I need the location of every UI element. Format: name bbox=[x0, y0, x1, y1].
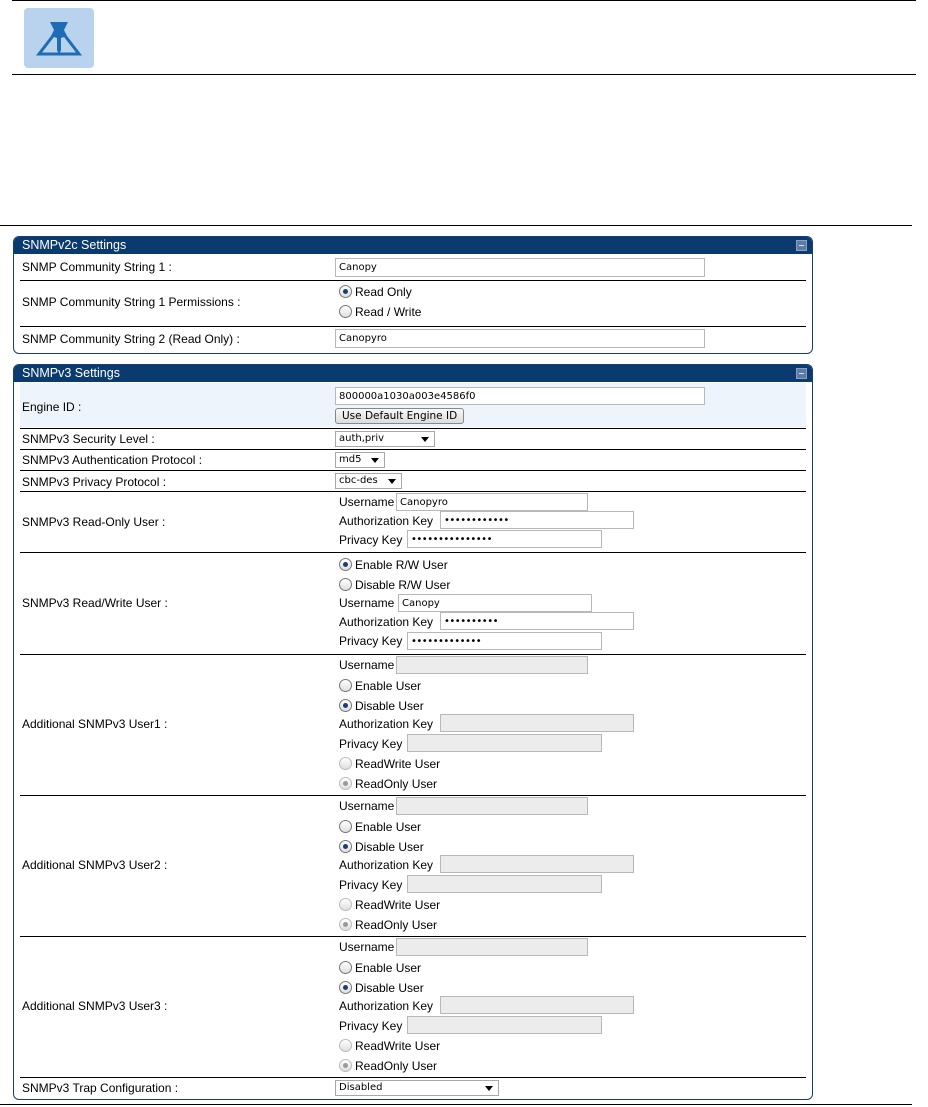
privacy-protocol-select[interactable] bbox=[335, 473, 402, 489]
rw-privacy-key-input[interactable] bbox=[407, 632, 602, 650]
snmpv2c-panel-header bbox=[14, 237, 812, 254]
additional-user-label: Additional SNMPv3 User3 : bbox=[22, 999, 168, 1013]
security-level-label: SNMPv3 Security Level : bbox=[22, 432, 155, 446]
ro-auth-key-label: Authorization Key bbox=[339, 514, 434, 528]
additional-auth-key-label: Authorization Key bbox=[339, 858, 434, 872]
trap-config-label: SNMPv3 Trap Configuration : bbox=[22, 1081, 179, 1095]
additional-user-3-row bbox=[20, 936, 806, 1077]
community-string-1-row bbox=[20, 255, 806, 278]
privacy-protocol-row bbox=[20, 470, 806, 491]
chevron-down-icon bbox=[371, 458, 379, 463]
additional-username-input[interactable] bbox=[396, 797, 588, 815]
additional-auth-key-input[interactable] bbox=[440, 714, 634, 732]
read-only-radio[interactable] bbox=[339, 285, 352, 298]
read-write-option[interactable] bbox=[339, 305, 421, 319]
readonly-user-label: ReadOnly User bbox=[355, 777, 438, 791]
additional-username-input[interactable] bbox=[396, 656, 588, 674]
additional-privacy-key-label: Privacy Key bbox=[339, 737, 403, 751]
readonly-user-radio[interactable] bbox=[339, 1059, 352, 1072]
ro-username-input[interactable] bbox=[396, 493, 588, 511]
readwrite-user-radio[interactable] bbox=[339, 1039, 352, 1052]
enable-user-label: Enable User bbox=[355, 820, 422, 834]
rw-user-row bbox=[20, 552, 806, 654]
readwrite-user-option[interactable] bbox=[339, 757, 440, 771]
readonly-user-option[interactable] bbox=[339, 918, 437, 932]
disable-user-label: Disable User bbox=[355, 840, 424, 854]
disable-rw-user-radio[interactable] bbox=[339, 578, 352, 591]
disable-rw-user-option[interactable] bbox=[339, 578, 450, 592]
readonly-user-label: ReadOnly User bbox=[355, 918, 438, 932]
read-write-radio[interactable] bbox=[339, 305, 352, 318]
chevron-down-icon bbox=[485, 1086, 493, 1091]
additional-privacy-key-label: Privacy Key bbox=[339, 1019, 403, 1033]
disable-user-label: Disable User bbox=[355, 699, 424, 713]
rw-username-label: Username bbox=[339, 596, 395, 610]
disable-user-option[interactable] bbox=[339, 840, 424, 854]
readwrite-user-label: ReadWrite User bbox=[355, 898, 441, 912]
engine-id-row bbox=[20, 383, 806, 427]
top-rule bbox=[12, 0, 916, 1]
community-string-2-label: SNMP Community String 2 (Read Only) : bbox=[22, 332, 240, 346]
chevron-down-icon bbox=[388, 479, 396, 484]
additional-privacy-key-input[interactable] bbox=[407, 875, 602, 893]
additional-username-label: Username bbox=[339, 658, 395, 672]
community-string-1-label: SNMP Community String 1 : bbox=[22, 260, 172, 274]
readwrite-user-option[interactable] bbox=[339, 1039, 440, 1053]
security-level-value: auth,priv bbox=[339, 433, 385, 444]
ro-user-label: SNMPv3 Read-Only User : bbox=[22, 515, 166, 529]
additional-user-2-row bbox=[20, 795, 806, 936]
disable-user-radio[interactable] bbox=[339, 840, 352, 853]
rw-user-label: SNMPv3 Read/Write User : bbox=[22, 596, 168, 610]
rw-auth-key-label: Authorization Key bbox=[339, 615, 434, 629]
privacy-protocol-value: cbc-des bbox=[339, 475, 378, 486]
readonly-user-option[interactable] bbox=[339, 1059, 437, 1073]
trap-config-row bbox=[20, 1077, 806, 1099]
snmpv2c-settings-panel bbox=[13, 236, 813, 354]
figure-top-rule bbox=[0, 225, 912, 226]
additional-username-label: Username bbox=[339, 940, 395, 954]
engine-id-label: Engine ID : bbox=[22, 400, 82, 414]
enable-user-radio[interactable] bbox=[339, 820, 352, 833]
auth-protocol-value: md5 bbox=[339, 454, 362, 465]
read-write-label: Read / Write bbox=[355, 305, 422, 319]
disable-user-label: Disable User bbox=[355, 981, 424, 995]
rw-username-input[interactable] bbox=[398, 594, 592, 612]
additional-user-label: Additional SNMPv3 User1 : bbox=[22, 717, 168, 731]
disable-user-option[interactable] bbox=[339, 981, 424, 995]
additional-auth-key-label: Authorization Key bbox=[339, 717, 434, 731]
snmpv3-panel-title: SNMPv3 Settings bbox=[22, 366, 120, 380]
readonly-user-radio[interactable] bbox=[339, 777, 352, 790]
community-permissions-row bbox=[20, 280, 806, 325]
community-string-1-input[interactable] bbox=[335, 258, 705, 277]
readwrite-user-radio[interactable] bbox=[339, 757, 352, 770]
additional-auth-key-input[interactable] bbox=[440, 855, 634, 873]
additional-privacy-key-input[interactable] bbox=[407, 1016, 602, 1034]
additional-auth-key-label: Authorization Key bbox=[339, 999, 434, 1013]
readonly-user-label: ReadOnly User bbox=[355, 1059, 438, 1073]
privacy-protocol-label: SNMPv3 Privacy Protocol : bbox=[22, 475, 167, 489]
ro-privacy-key-input[interactable] bbox=[407, 530, 602, 548]
additional-username-label: Username bbox=[339, 799, 395, 813]
additional-user-label: Additional SNMPv3 User2 : bbox=[22, 858, 168, 872]
community-string-2-row bbox=[20, 326, 806, 350]
enable-user-option[interactable] bbox=[339, 820, 421, 834]
note-bottom-rule bbox=[12, 74, 916, 75]
read-only-label: Read Only bbox=[355, 285, 412, 299]
auth-protocol-row bbox=[20, 449, 806, 469]
chevron-down-icon bbox=[421, 437, 429, 442]
ro-user-row bbox=[20, 491, 806, 552]
use-default-engine-id-button[interactable]: Use Default Engine ID bbox=[335, 408, 464, 424]
readwrite-user-label: ReadWrite User bbox=[355, 757, 441, 771]
additional-user-1-row bbox=[20, 654, 806, 795]
collapse-panel-icon[interactable] bbox=[796, 368, 807, 379]
enable-rw-user-option[interactable] bbox=[339, 558, 448, 572]
disable-rw-user-label: Disable R/W User bbox=[355, 578, 451, 592]
read-only-option[interactable] bbox=[339, 285, 412, 299]
additional-privacy-key-label: Privacy Key bbox=[339, 878, 403, 892]
disable-user-option[interactable] bbox=[339, 699, 424, 713]
snmpv2c-panel-title: SNMPv2c Settings bbox=[22, 238, 127, 252]
rw-auth-key-input[interactable] bbox=[440, 612, 634, 630]
disable-user-radio[interactable] bbox=[339, 981, 352, 994]
community-permissions-label: SNMP Community String 1 Permissions : bbox=[22, 295, 241, 309]
enable-rw-user-label: Enable R/W User bbox=[355, 558, 448, 572]
ro-username-label: Username bbox=[339, 495, 395, 509]
engine-id-input[interactable] bbox=[335, 387, 705, 405]
snmpv3-settings-panel bbox=[13, 364, 813, 1100]
readonly-user-radio[interactable] bbox=[339, 918, 352, 931]
enable-user-option[interactable] bbox=[339, 679, 421, 693]
ro-auth-key-input[interactable] bbox=[440, 511, 634, 529]
trap-config-select[interactable] bbox=[335, 1080, 499, 1096]
security-level-row bbox=[20, 428, 806, 448]
figure-bottom-rule bbox=[0, 1104, 912, 1105]
enable-user-label: Enable User bbox=[355, 961, 422, 975]
additional-auth-key-input[interactable] bbox=[440, 996, 634, 1014]
readonly-user-option[interactable] bbox=[339, 777, 437, 791]
enable-rw-user-radio[interactable] bbox=[339, 558, 352, 571]
community-string-2-input[interactable] bbox=[335, 329, 705, 348]
enable-user-option[interactable] bbox=[339, 961, 421, 975]
rw-privacy-key-label: Privacy Key bbox=[339, 634, 403, 648]
trap-config-value: Disabled bbox=[339, 1082, 383, 1093]
enable-user-radio[interactable] bbox=[339, 679, 352, 692]
ro-privacy-key-label: Privacy Key bbox=[339, 533, 403, 547]
snmpv3-panel-header bbox=[14, 365, 812, 382]
readwrite-user-option[interactable] bbox=[339, 898, 440, 912]
additional-privacy-key-input[interactable] bbox=[407, 734, 602, 752]
readwrite-user-radio[interactable] bbox=[339, 898, 352, 911]
readwrite-user-label: ReadWrite User bbox=[355, 1039, 441, 1053]
collapse-panel-icon[interactable] bbox=[796, 240, 807, 251]
enable-user-label: Enable User bbox=[355, 679, 422, 693]
disable-user-radio[interactable] bbox=[339, 699, 352, 712]
additional-username-input[interactable] bbox=[396, 938, 588, 956]
pushpin-note-icon bbox=[24, 8, 94, 68]
security-level-select[interactable] bbox=[335, 431, 435, 447]
auth-protocol-select[interactable] bbox=[335, 452, 385, 468]
auth-protocol-label: SNMPv3 Authentication Protocol : bbox=[22, 453, 203, 467]
enable-user-radio[interactable] bbox=[339, 961, 352, 974]
